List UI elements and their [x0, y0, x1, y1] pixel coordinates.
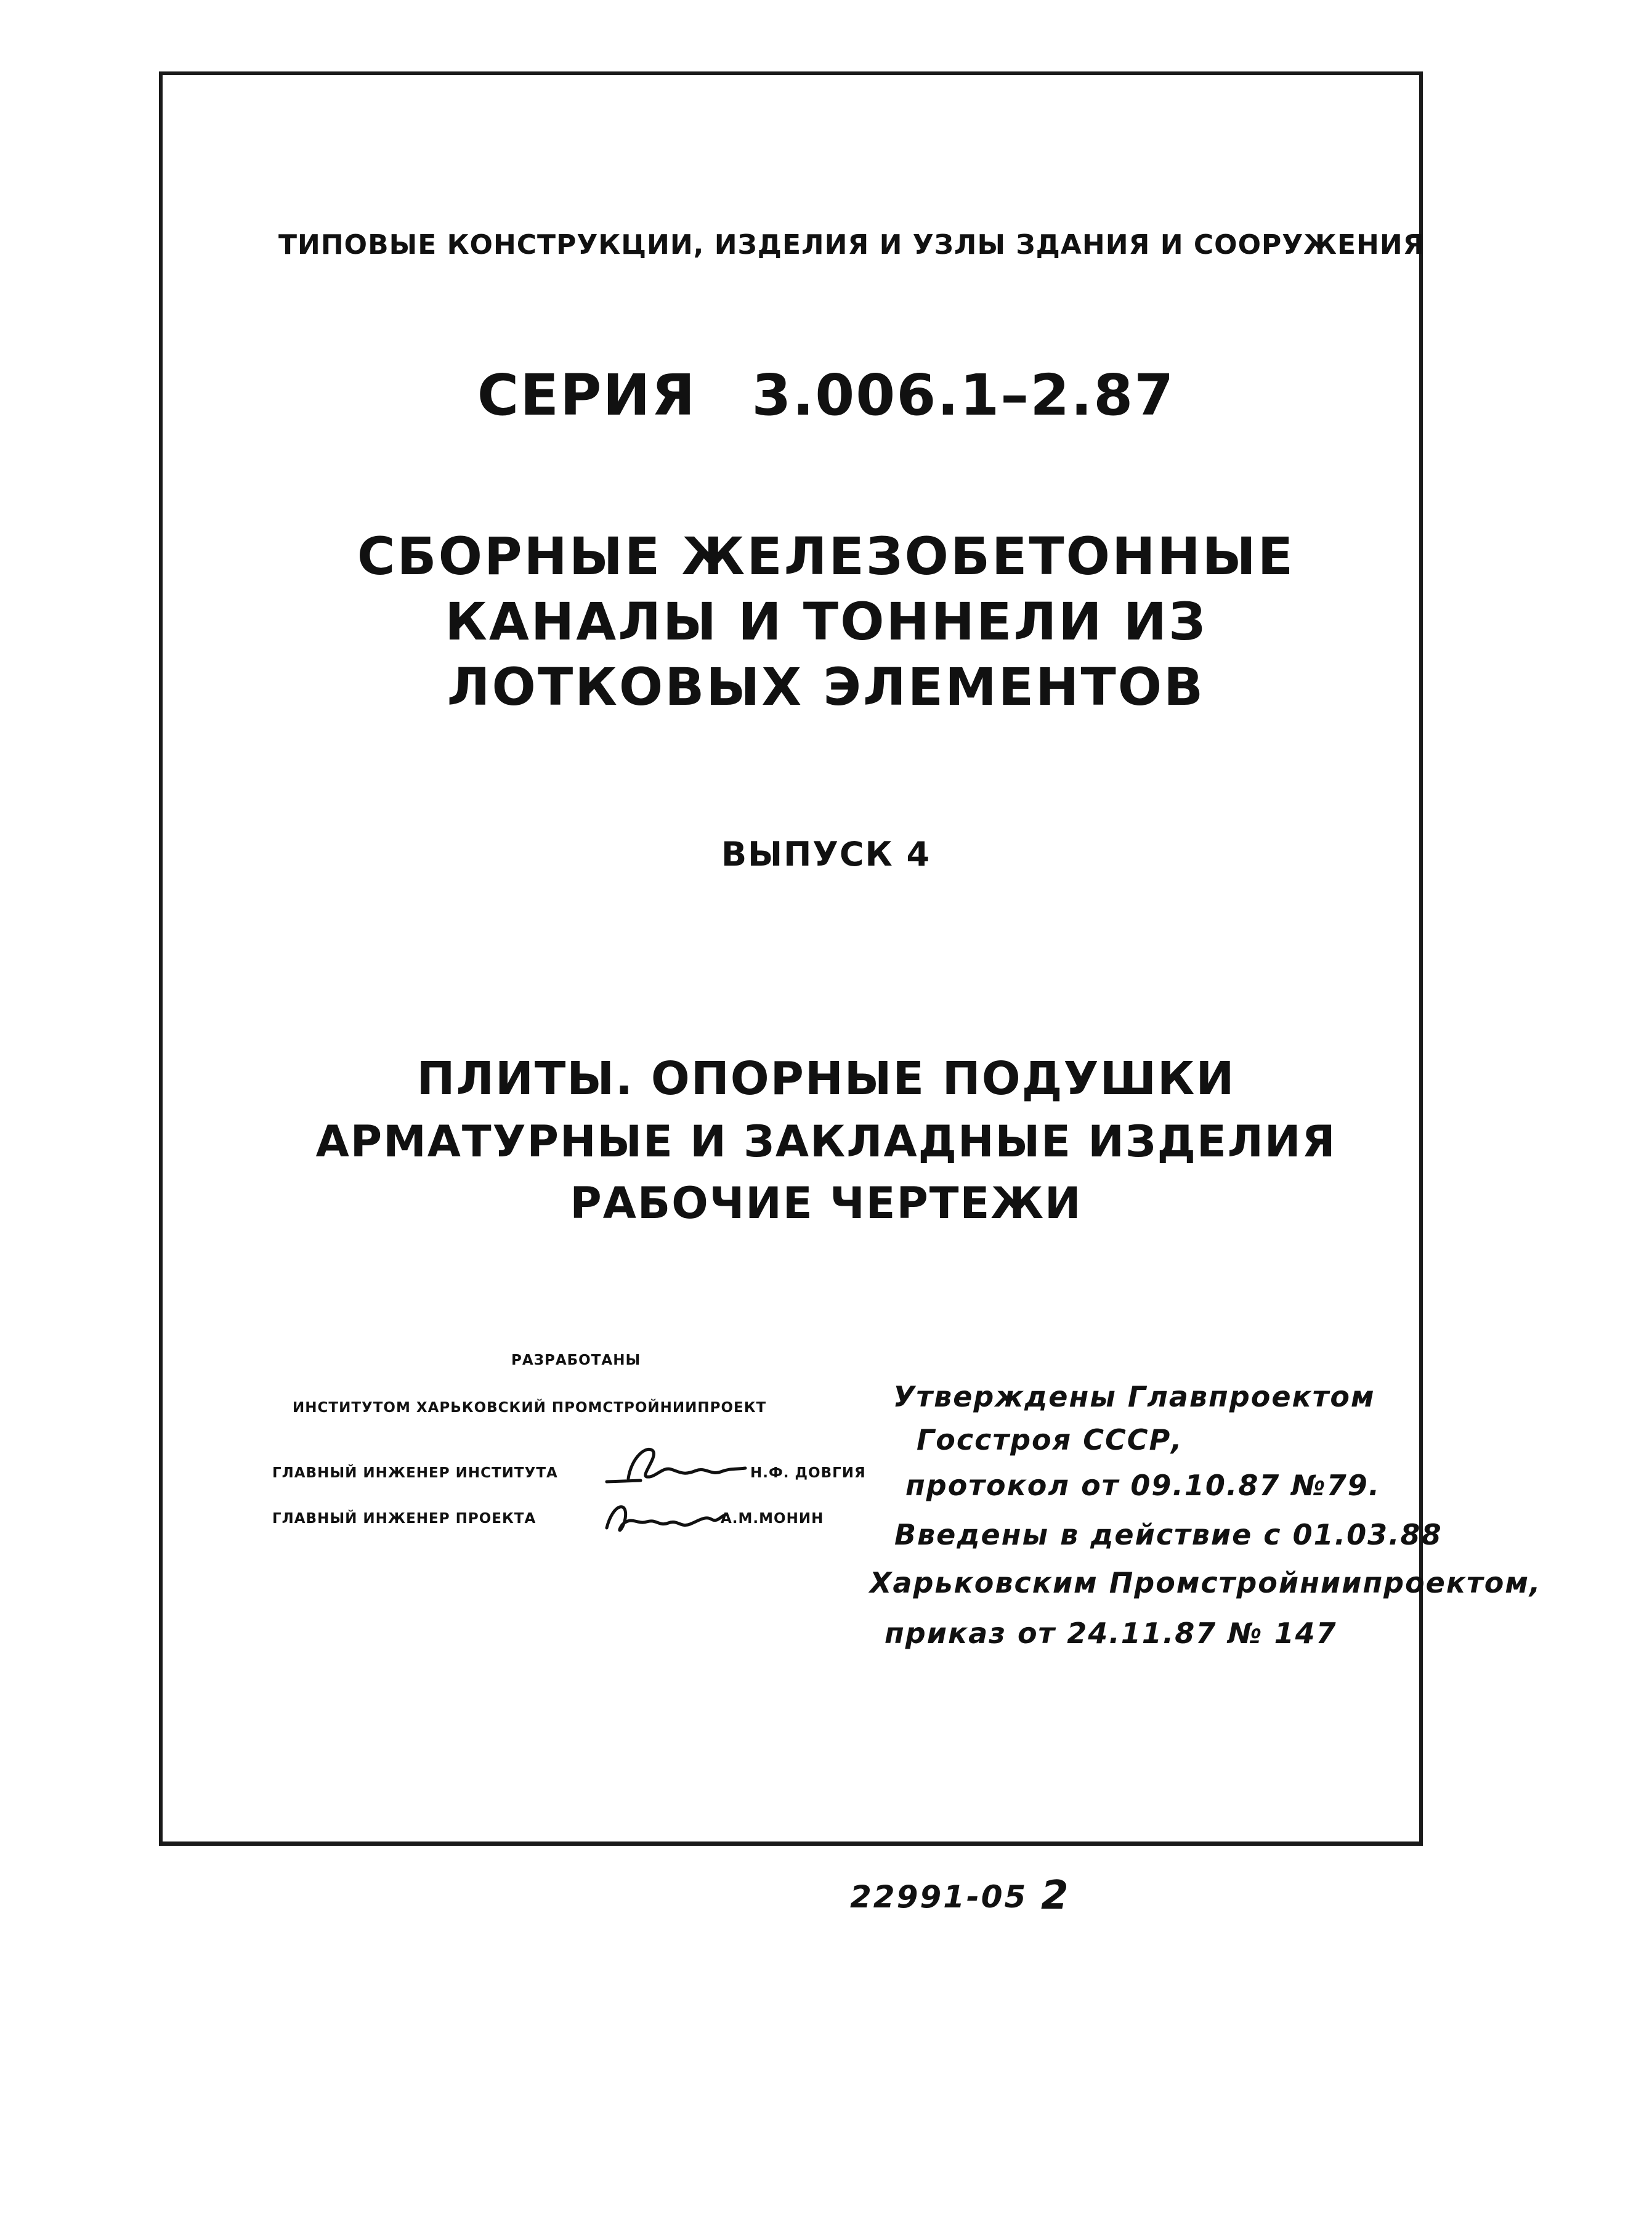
title-line-2: КАНАЛЫ И ТОННЕЛИ ИЗ	[445, 591, 1207, 652]
series-heading	[0, 362, 1652, 428]
signature-chief-institute	[604, 1432, 751, 1494]
approval-line-3: протокол от 09.10.87 №79.	[905, 1469, 1381, 1502]
developed-label: РАЗРАБОТАНЫ	[511, 1352, 641, 1368]
subtitle-line-1: ПЛИТЫ. ОПОРНЫЕ ПОДУШКИ	[416, 1052, 1236, 1105]
chief-institute-label: ГЛАВНЫЙ ИНЖЕНЕР ИНСТИТУТА	[272, 1465, 558, 1481]
title-line-3: ЛОТКОВЫХ ЭЛЕМЕНТОВ	[447, 657, 1205, 717]
series-label: СЕРИЯ	[477, 362, 697, 428]
chief-project-name: А.М.МОНИН	[721, 1511, 824, 1527]
issue-number: ВЫПУСК 4	[721, 835, 931, 874]
document-title	[0, 524, 1652, 720]
inventory-number: 22991-05	[850, 1879, 1028, 1915]
header-series-category: ТИПОВЫЕ КОНСТРУКЦИИ, ИЗДЕЛИЯ И УЗЛЫ ЗДАНИЯ И СООРУЖЕНИЯ	[278, 229, 1425, 261]
title-line-1: СБОРНЫЕ ЖЕЛЕЗОБЕТОННЫЕ	[357, 526, 1295, 587]
subtitle-line-3: РАБОЧИЕ ЧЕРТЕЖИ	[570, 1178, 1082, 1228]
signature-chief-project	[601, 1491, 730, 1546]
developer-institute: ИНСТИТУТОМ ХАРЬКОВСКИЙ ПРОМСТРОЙНИИПРОЕКТ	[293, 1400, 767, 1416]
approval-line-6: приказ от 24.11.87 № 147	[885, 1617, 1337, 1650]
approval-line-2: Госстроя СССР,	[917, 1423, 1183, 1456]
series-number: 3.006.1–2.87	[751, 362, 1175, 428]
sheet-number: 2	[1041, 1873, 1069, 1919]
chief-institute-name: Н.Ф. ДОВГИЯ	[750, 1465, 866, 1481]
chief-project-label: ГЛАВНЫЙ ИНЖЕНЕР ПРОЕКТА	[272, 1511, 536, 1527]
subtitle-line-2: АРМАТУРНЫЕ И ЗАКЛАДНЫЕ ИЗДЕЛИЯ	[315, 1116, 1337, 1167]
approval-line-5: Харьковским Промстройниипроектом,	[870, 1566, 1542, 1599]
approval-line-4: Введены в действие с 01.03.88	[894, 1518, 1443, 1551]
approval-line-1: Утверждены Главпроектом	[893, 1380, 1375, 1413]
